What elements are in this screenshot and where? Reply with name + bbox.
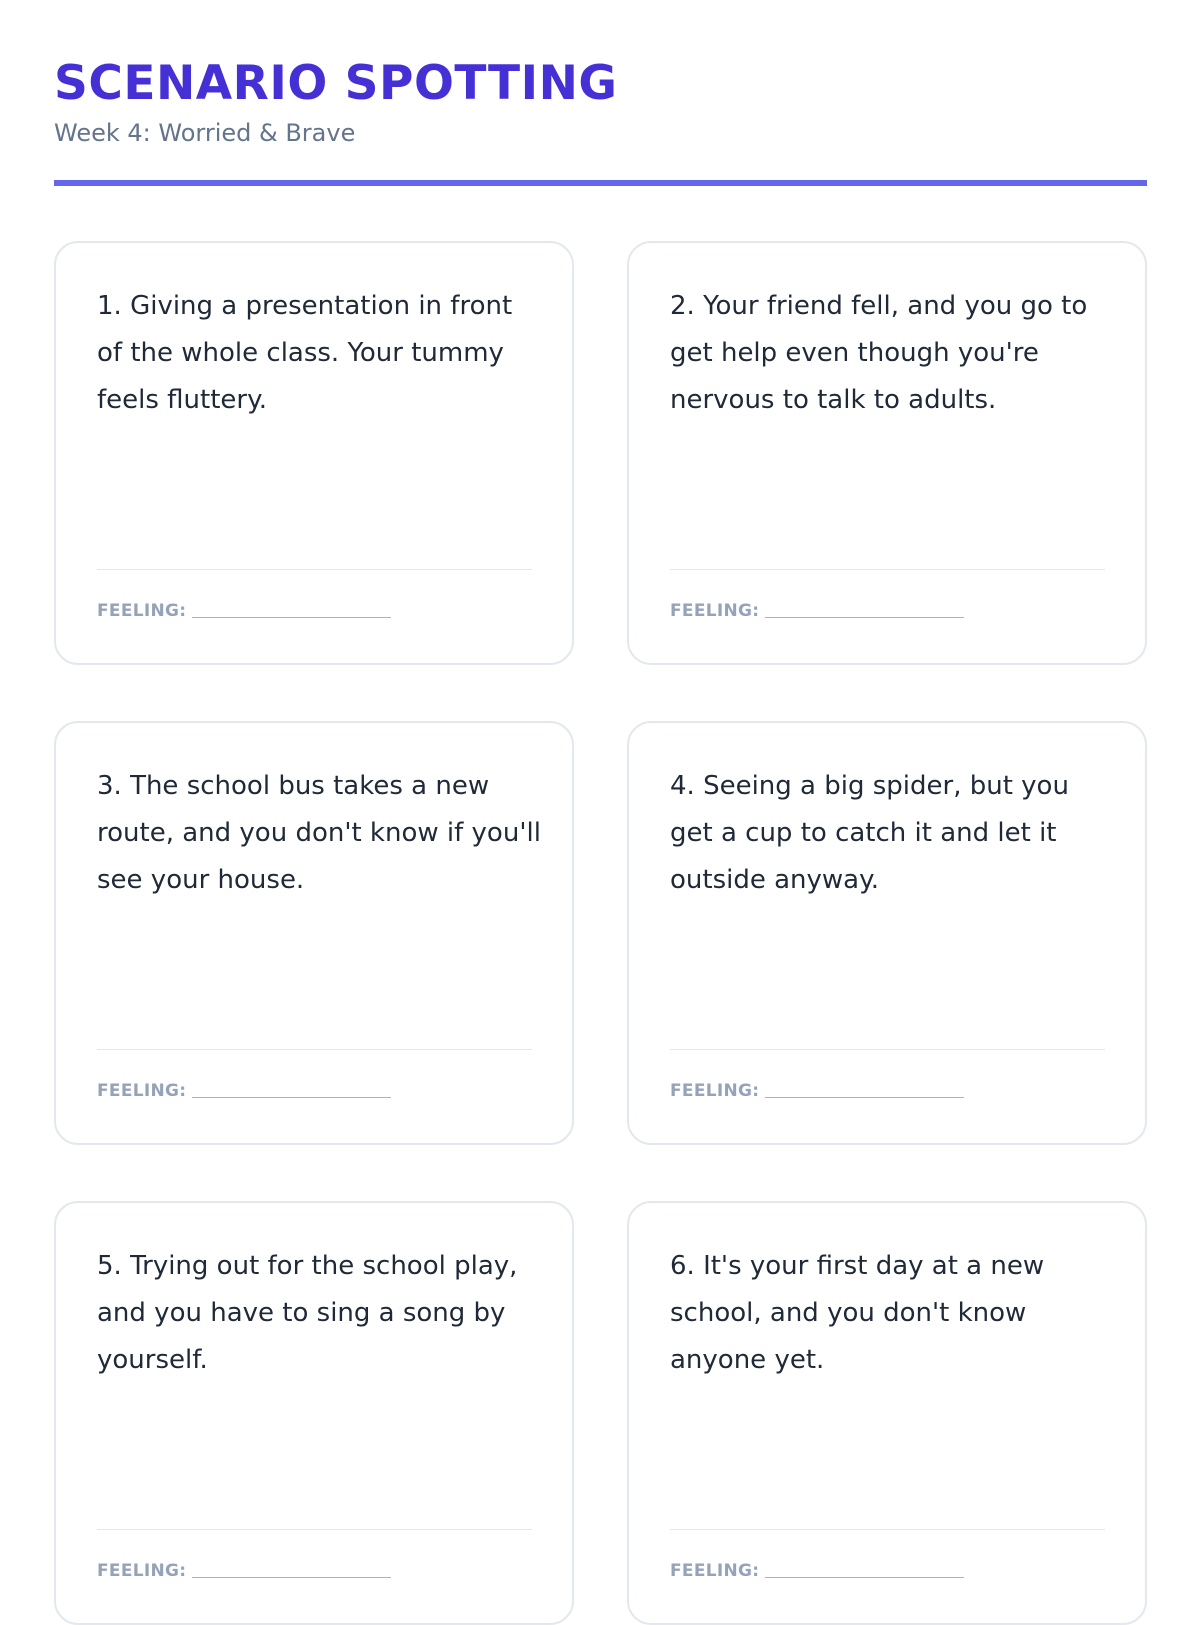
feeling-blank-line[interactable] — [765, 1097, 964, 1098]
feeling-label: FEELING: — [97, 1081, 187, 1101]
scenario-card-3 — [54, 721, 574, 1145]
card-divider — [670, 1049, 1105, 1050]
scenario-card-1 — [54, 241, 574, 665]
feeling-label: FEELING: — [670, 1081, 760, 1101]
scenario-card-2 — [627, 241, 1147, 665]
page-subtitle: Week 4: Worried & Brave — [54, 119, 356, 147]
scenario-card-4 — [627, 721, 1147, 1145]
scenario-text: 5. Trying out for the school play, and you have to sing a song by yourself. — [97, 1251, 518, 1375]
page-title: SCENARIO SPOTTING — [54, 56, 618, 111]
card-divider — [670, 1529, 1105, 1530]
scenario-text: 4. Seeing a big spider, but you get a cup to catch it and let it outside anyway. — [670, 771, 1069, 895]
scenario-text: 2. Your friend fell, and you go to get help even though you're nervous to talk to adults. — [670, 291, 1088, 415]
feeling-label: FEELING: — [97, 1561, 187, 1581]
feeling-blank-line[interactable] — [192, 617, 391, 618]
feeling-field[interactable] — [97, 600, 391, 622]
scenario-card-5 — [54, 1201, 574, 1625]
feeling-field[interactable] — [670, 600, 964, 622]
scenario-grid — [54, 241, 1147, 1625]
feeling-label: FEELING: — [670, 1561, 760, 1581]
card-divider — [97, 569, 532, 570]
feeling-field[interactable] — [670, 1080, 964, 1102]
feeling-blank-line[interactable] — [765, 617, 964, 618]
feeling-field[interactable] — [97, 1080, 391, 1102]
feeling-field[interactable] — [97, 1560, 391, 1582]
header-divider — [54, 180, 1147, 186]
feeling-blank-line[interactable] — [192, 1577, 391, 1578]
scenario-card-6 — [627, 1201, 1147, 1625]
scenario-text: 3. The school bus takes a new route, and you don't know if you'll see your house. — [97, 771, 541, 895]
feeling-blank-line[interactable] — [765, 1577, 964, 1578]
feeling-field[interactable] — [670, 1560, 964, 1582]
card-divider — [670, 569, 1105, 570]
card-divider — [97, 1529, 532, 1530]
feeling-blank-line[interactable] — [192, 1097, 391, 1098]
feeling-label: FEELING: — [670, 601, 760, 621]
card-divider — [97, 1049, 532, 1050]
scenario-text: 1. Giving a presentation in front of the whole class. Your tummy feels fluttery. — [97, 291, 513, 415]
scenario-text: 6. It's your first day at a new school, and you don't know anyone yet. — [670, 1251, 1045, 1375]
feeling-label: FEELING: — [97, 601, 187, 621]
